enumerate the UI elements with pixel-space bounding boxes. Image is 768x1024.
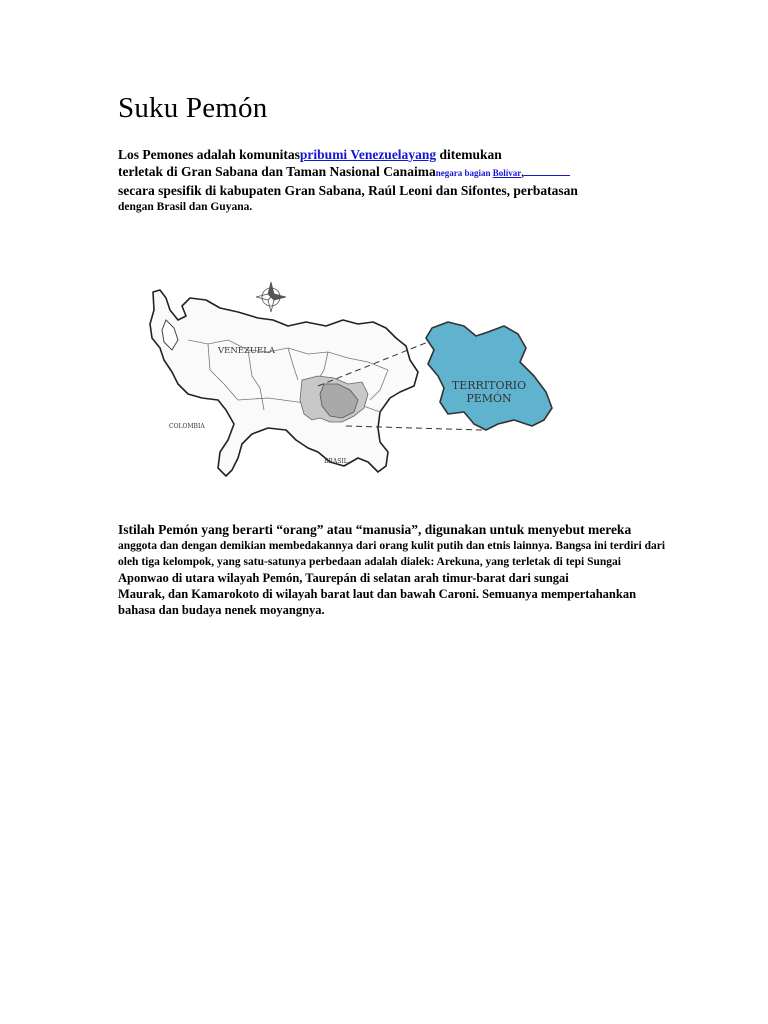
intro-text: terletak di Gran Sabana dan Taman Nasional Canaima xyxy=(118,164,436,179)
body-line-6: bahasa dan budaya nenek moyangnya. xyxy=(118,603,325,617)
venezuela-label: VENEZUELA xyxy=(218,346,276,356)
intro-paragraph xyxy=(118,146,718,216)
compass-rose-icon xyxy=(256,282,286,312)
intro-line-2 xyxy=(118,163,718,182)
page-title: Suku Pemón xyxy=(118,92,268,124)
bolivar-link[interactable]: Bolívar xyxy=(492,168,522,178)
intro-line-3: secara spesifik di kabupaten Gran Sabana, Raúl Leoni dan Sifontes, perbatasan xyxy=(118,183,578,198)
body-line-5: Maurak, dan Kamarokoto di wilayah barat laut dan bawah Caroni. Semuanya mempertahankan xyxy=(118,587,637,601)
territorio-pemon-shape xyxy=(426,322,552,430)
intro-text: ditemukan xyxy=(436,147,502,162)
body-line-2: anggota dan dengan demikian membedakannya dari orang kulit putih dan etnis lainnya. Bangsa ini terdiri dari xyxy=(118,540,666,552)
colombia-label: COLOMBIA xyxy=(169,423,205,430)
yang-link[interactable]: yang xyxy=(408,147,437,162)
intro-line-4: dengan Brasil dan Guyana. xyxy=(118,201,253,213)
intro-text: Los Pemones adalah komunitas xyxy=(118,147,300,162)
territorio-label: TERRITORIO xyxy=(451,379,527,392)
body-line-4: Aponwao di utara wilayah Pemón, Taurepán di selatan arah timur-barat dari sungai xyxy=(118,571,569,585)
comma-text: , xyxy=(521,167,525,179)
pribumi-venezuela-link[interactable]: pribumi Venezuela xyxy=(299,147,409,162)
body-paragraph xyxy=(118,522,718,618)
pemon-territory-map xyxy=(148,280,568,485)
body-line-3: oleh tiga kelompok, yang satu-satunya perbedaan adalah dialek: Arekuna, yang terletak di tepi Sungai xyxy=(118,556,621,568)
brasil-label: BRASIL xyxy=(324,458,348,465)
pemon-label: PEMÓN xyxy=(466,392,512,405)
venezuela-outline xyxy=(150,290,418,476)
body-line-1: Istilah Pemón yang berarti “orang” atau “manusia”, digunakan untuk menyebut mereka xyxy=(118,522,632,537)
intro-line-1 xyxy=(118,146,718,163)
link-underline-gap xyxy=(524,164,570,176)
negara-bagian-text: negara bagian xyxy=(435,168,493,178)
